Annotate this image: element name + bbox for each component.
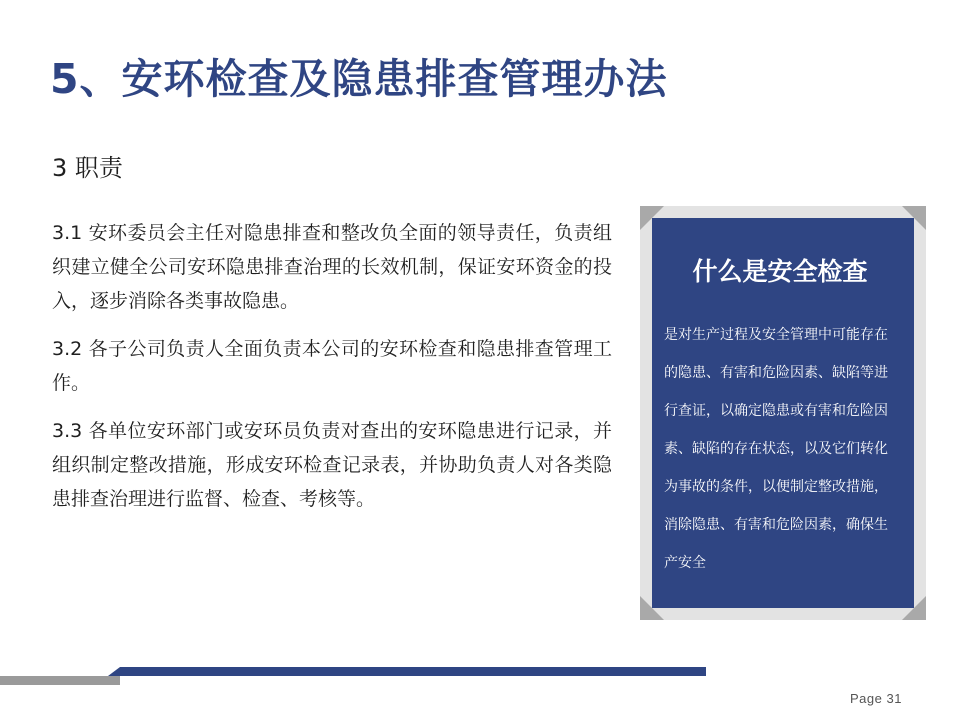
section-heading: 3 职责 — [52, 154, 123, 182]
footer-stripe-gray — [0, 676, 120, 685]
info-card-text: 是对生产过程及安全管理中可能存在的隐患、有害和危险因素、缺陷等进行查证，以确定隐患或有害和危险因素、缺陷的存在状态，以及它们转化为事故的条件，以便制定整改措施，消除隐患、有害和危险因素，确保生产安全 — [664, 327, 888, 571]
responsibility-paragraph-3-1: 3.1 安环委员会主任对隐患排查和整改负全面的领导责任，负责组织建立健全公司安环隐患排查治理的长效机制，保证安环资金的投入，逐步消除各类事故隐患。 — [52, 222, 612, 312]
info-card-title: 什么是安全检查 — [692, 257, 868, 286]
slide-title: 5、安环检查及隐患排查管理办法 — [50, 55, 668, 103]
info-card-panel — [652, 218, 914, 608]
responsibilities-list — [52, 216, 612, 530]
footer-stripe-blue — [120, 667, 706, 676]
responsibility-paragraph-3-3: 3.3 各单位安环部门或安环员负责对查出的安环隐患进行记录，并组织制定整改措施，形成安环检查记录表，并协助负责人对各类隐患排查治理进行监督、检查、考核等。 — [52, 420, 612, 510]
page-number: Page 31 — [850, 691, 902, 706]
responsibility-paragraph-3-2: 3.2 各子公司负责人全面负责本公司的安环检查和隐患排查管理工作。 — [52, 338, 612, 394]
info-card — [640, 206, 926, 620]
